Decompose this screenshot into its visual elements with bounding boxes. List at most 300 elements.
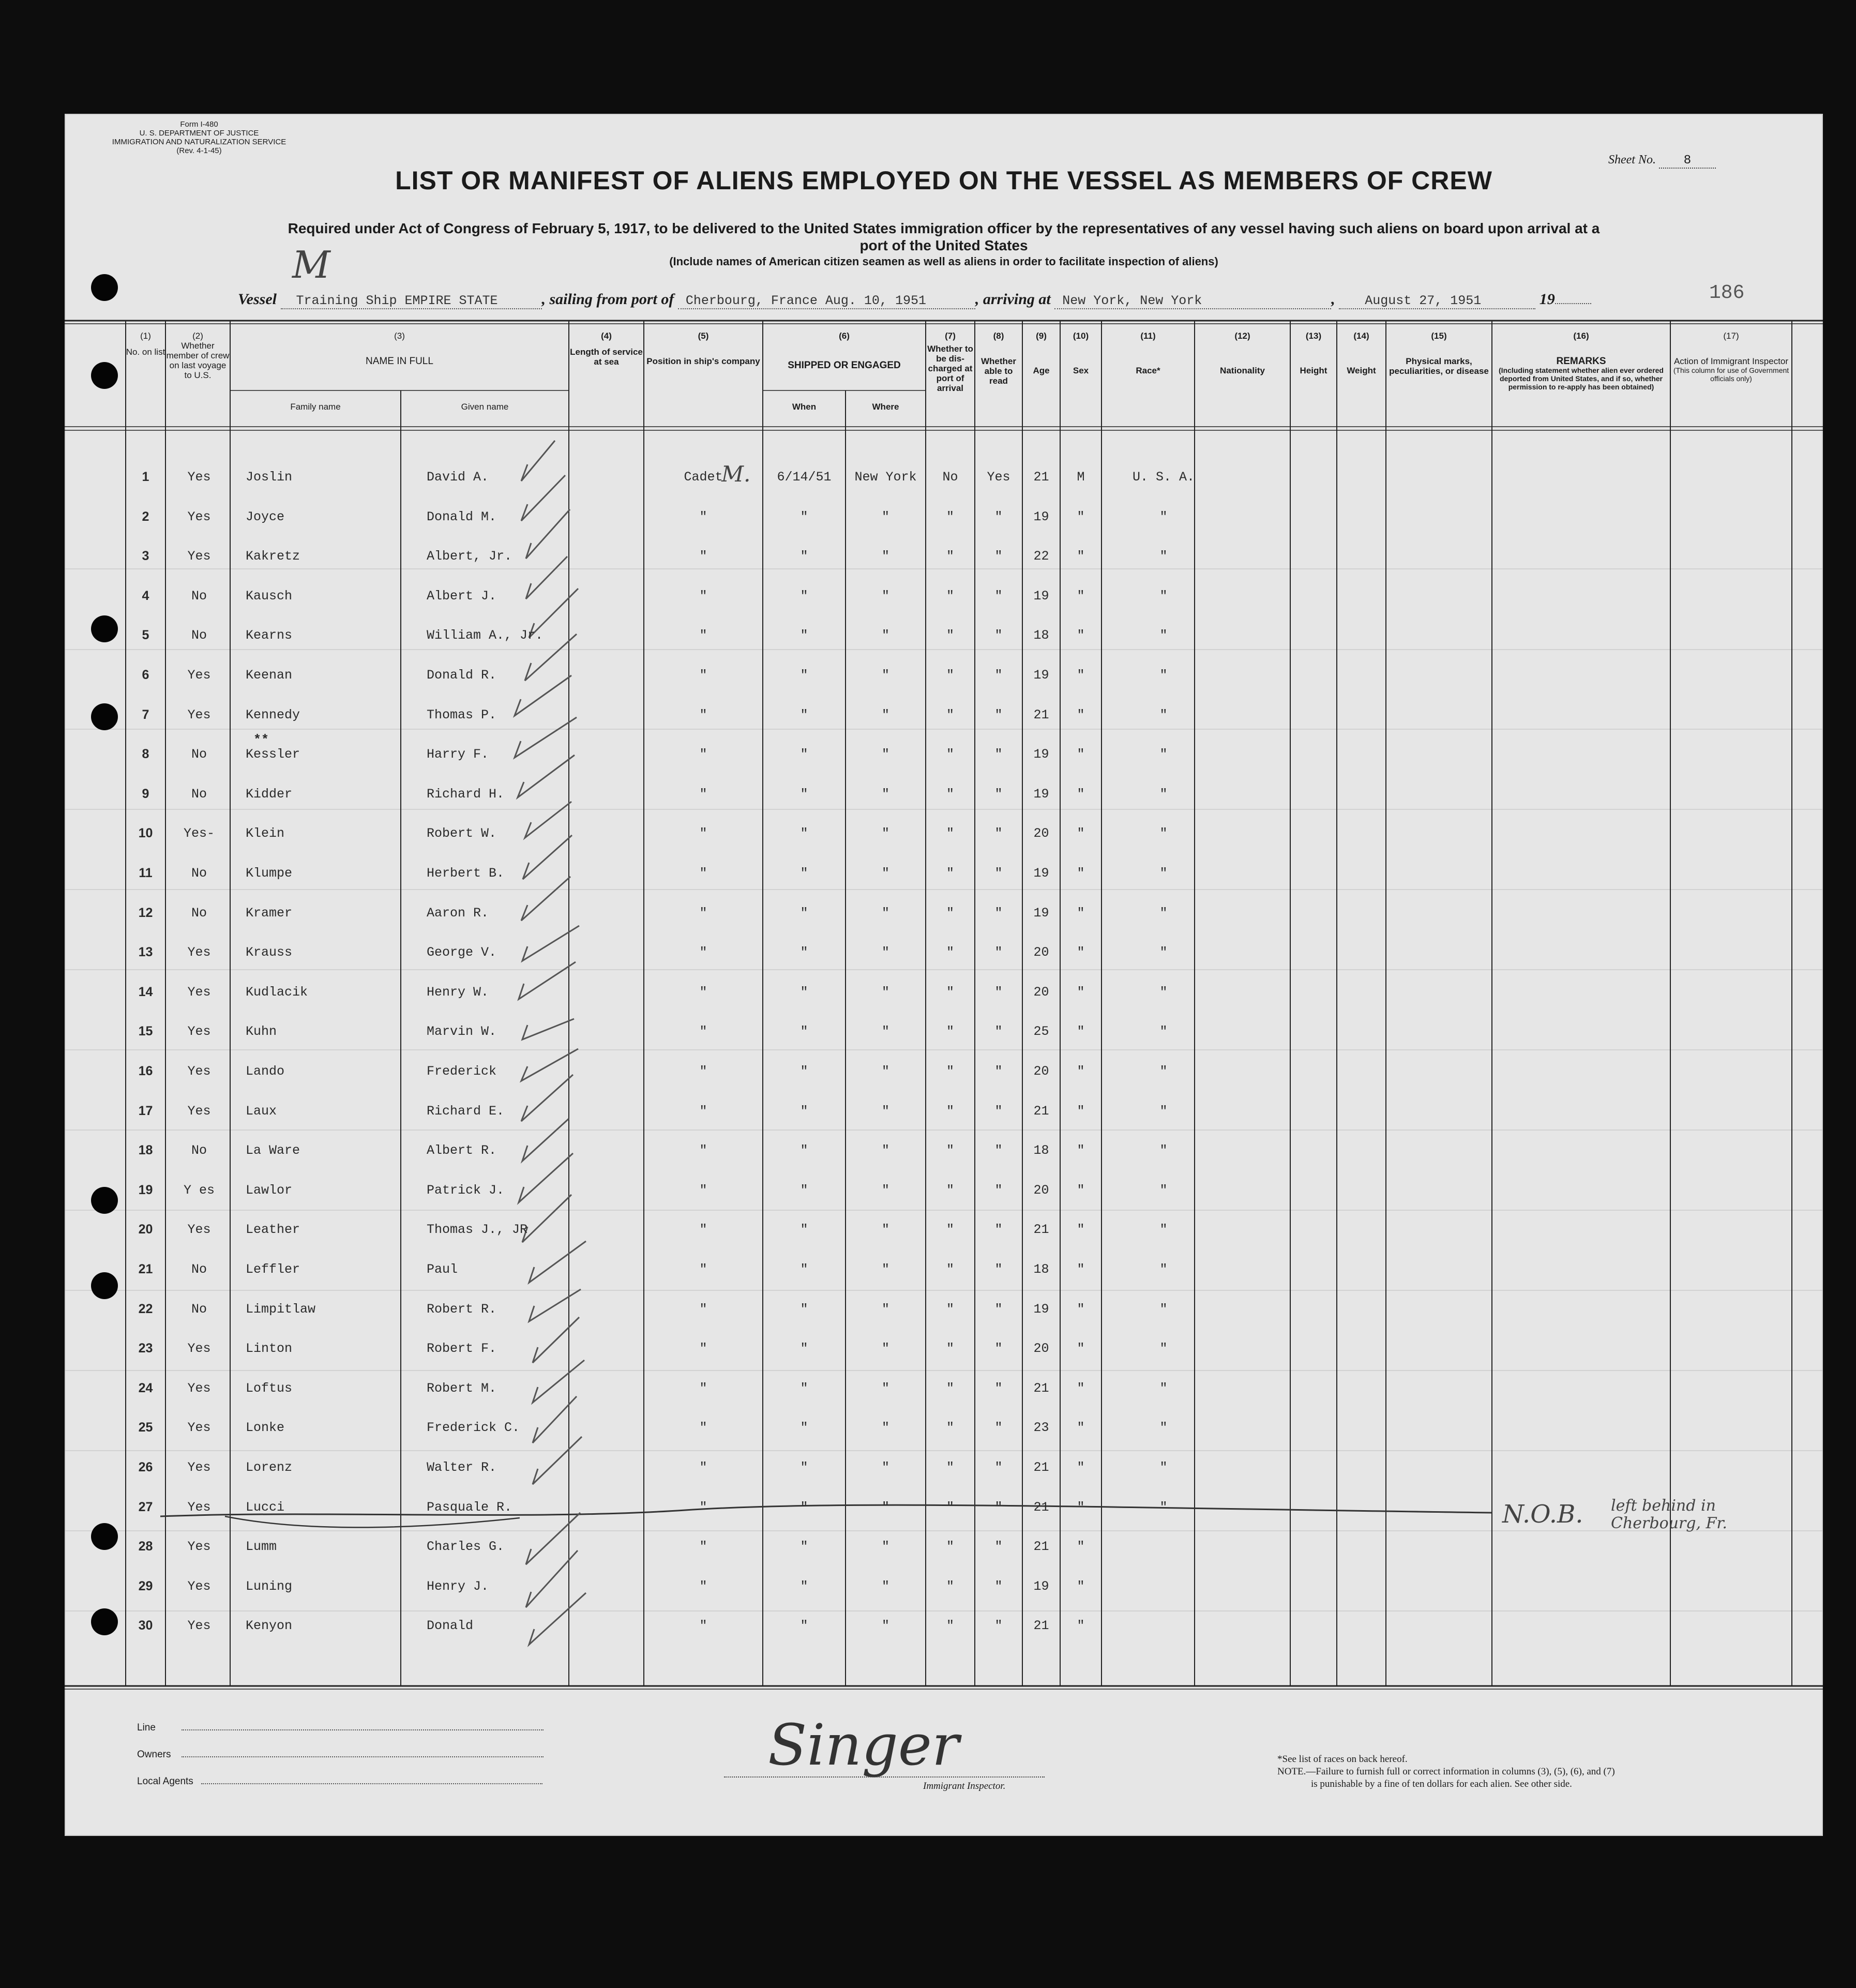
discharged: " <box>946 1381 954 1396</box>
row-number: 16 <box>138 1064 153 1078</box>
row-number: 14 <box>138 985 153 999</box>
race: " <box>1159 787 1168 802</box>
sex: " <box>1077 945 1085 960</box>
position: " <box>699 1500 707 1515</box>
given-name: Thomas J., JR <box>427 1222 528 1237</box>
discharged: " <box>946 668 954 683</box>
arrival-date: August 27, 1951 <box>1339 293 1535 309</box>
given-name: Albert J. <box>427 589 497 604</box>
position: " <box>699 1341 707 1356</box>
given-name: Albert, Jr. <box>427 549 512 564</box>
discharged: " <box>946 1262 954 1277</box>
col-6b-header: Where <box>872 402 899 412</box>
row-number: 8 <box>142 747 149 761</box>
shipped-where: " <box>881 1618 889 1633</box>
shipped-when: " <box>800 1143 808 1158</box>
sex: " <box>1077 1064 1085 1079</box>
family-name: Lawlor <box>246 1183 293 1198</box>
footer-notes: *See list of races on back hereof. NOTE.—Failure to furnish full or correct information in columns (3), (5), (6), and (7) is punishable by a fine of ten dollars for each alien. See other side. <box>1277 1754 1615 1789</box>
family-name: Leather <box>246 1222 300 1237</box>
family-name: Linton <box>246 1341 293 1356</box>
sheet-number: 8 <box>1659 154 1716 169</box>
family-name: Kakretz <box>246 549 300 564</box>
vessel-handwritten-mark: M <box>292 243 330 287</box>
given-name: Robert F. <box>427 1341 497 1356</box>
shipped-when: " <box>800 509 808 524</box>
age: 21 <box>1033 1104 1049 1119</box>
discharged: " <box>946 787 954 802</box>
position: " <box>699 1579 707 1594</box>
vessel-label: Vessel <box>238 291 277 308</box>
sex: " <box>1077 1183 1085 1198</box>
col-9-header: (9) Age <box>1033 331 1050 375</box>
given-name: Donald R. <box>427 668 497 683</box>
binder-hole <box>91 274 118 301</box>
position: " <box>699 1064 707 1079</box>
race: " <box>1159 866 1168 881</box>
row-number: 28 <box>138 1539 153 1554</box>
crew-last-voyage: Yes <box>187 1618 211 1633</box>
sex: " <box>1077 747 1085 762</box>
given-name: Henry W. <box>427 985 489 1000</box>
remark-left-behind: left behind in Cherbourg, Fr. <box>1611 1497 1727 1532</box>
shipped-where: " <box>881 1262 889 1277</box>
arriving-label: , arriving at <box>975 291 1051 308</box>
age: 20 <box>1033 826 1049 841</box>
age: 21 <box>1033 1222 1049 1237</box>
binder-hole <box>91 1523 118 1550</box>
shipped-when: " <box>800 1539 808 1554</box>
position: " <box>699 787 707 802</box>
age: 18 <box>1033 1262 1049 1277</box>
sex: " <box>1077 509 1085 524</box>
discharged: " <box>946 1420 954 1435</box>
shipped-when: " <box>800 1064 808 1079</box>
row-number: 15 <box>138 1024 153 1038</box>
shipped-where: " <box>881 628 889 643</box>
row-number: 17 <box>138 1104 153 1118</box>
discharged: " <box>946 1222 954 1237</box>
given-name: Walter R. <box>427 1460 497 1475</box>
footer-owners-field <box>137 1749 592 1760</box>
given-name: William A., Jr. <box>427 628 544 643</box>
sex: " <box>1077 1539 1085 1554</box>
col-5-header: (5) Position in ship's company <box>646 331 760 366</box>
crew-last-voyage: No <box>191 866 207 881</box>
col-4-header: (4) Length of service at sea <box>570 331 643 367</box>
col-3a-header: Family name <box>290 402 341 412</box>
discharged: " <box>946 985 954 1000</box>
age: 21 <box>1033 707 1049 722</box>
shipped-where: " <box>881 787 889 802</box>
race: " <box>1159 945 1168 960</box>
shipped-where: New York <box>854 470 917 485</box>
shipped-when: " <box>800 628 808 643</box>
able-to-read: " <box>994 1143 1003 1158</box>
family-name: Kessler <box>246 747 300 762</box>
shipped-when: " <box>800 787 808 802</box>
binder-hole <box>91 1187 118 1214</box>
sailing-port: Cherbourg, France Aug. 10, 1951 <box>678 293 975 309</box>
crew-last-voyage: Yes <box>187 470 211 485</box>
discharged: " <box>946 1024 954 1039</box>
shipped-where: " <box>881 1024 889 1039</box>
given-name: Henry J. <box>427 1579 489 1594</box>
binder-hole <box>91 362 118 389</box>
race: " <box>1159 1222 1168 1237</box>
position: " <box>699 1222 707 1237</box>
col-6a-header: When <box>792 402 817 412</box>
age: 20 <box>1033 985 1049 1000</box>
discharged: " <box>946 866 954 881</box>
given-name: Marvin W. <box>427 1024 497 1039</box>
crew-last-voyage: Yes <box>187 1539 211 1554</box>
family-name: Joyce <box>246 509 285 524</box>
discharged: " <box>946 1302 954 1317</box>
col-11-header: (11) Race* <box>1136 331 1160 375</box>
able-to-read: " <box>994 1262 1003 1277</box>
crew-last-voyage: No <box>191 747 207 762</box>
row-number: 25 <box>138 1420 153 1435</box>
position: " <box>699 906 707 921</box>
able-to-read: " <box>994 1579 1003 1594</box>
sex: " <box>1077 1104 1085 1119</box>
crew-last-voyage: Yes <box>187 1381 211 1396</box>
given-name: Patrick J. <box>427 1183 505 1198</box>
sex: " <box>1077 1262 1085 1277</box>
crew-last-voyage: Yes <box>187 1222 211 1237</box>
crew-last-voyage: Yes <box>187 1460 211 1475</box>
race: " <box>1159 985 1168 1000</box>
race: U. S. A. <box>1132 470 1195 485</box>
shipped-when: " <box>800 1183 808 1198</box>
age: 21 <box>1033 1618 1049 1633</box>
discharged: " <box>946 826 954 841</box>
given-name: Aaron R. <box>427 906 489 921</box>
shipped-where: " <box>881 747 889 762</box>
row-number: 21 <box>138 1262 153 1276</box>
shipped-when: " <box>800 1302 808 1317</box>
crew-last-voyage: Yes <box>187 985 211 1000</box>
footer-agents-field <box>137 1776 592 1787</box>
year-label: 19 <box>1539 291 1555 308</box>
shipped-when: " <box>800 747 808 762</box>
position: " <box>699 549 707 564</box>
shipped-when: " <box>800 549 808 564</box>
manifest-sheet <box>65 114 1823 1836</box>
subtitle-line-3: (Include names of American citizen seamen as well as aliens in order to facilitate inspection of aliens) <box>669 255 1218 268</box>
family-name: Klein <box>246 826 285 841</box>
family-name: Krauss <box>246 945 293 960</box>
row-number: 1 <box>142 470 149 484</box>
sex: " <box>1077 1222 1085 1237</box>
race: " <box>1159 549 1168 564</box>
col-15-header: (15) Physical marks, peculiarities, or disease <box>1389 331 1489 376</box>
row-number: 27 <box>138 1500 153 1514</box>
family-name: Kenyon <box>246 1618 293 1633</box>
shipped-when: " <box>800 1341 808 1356</box>
row-number: 20 <box>138 1222 153 1237</box>
position: " <box>699 668 707 683</box>
sex: " <box>1077 707 1085 722</box>
position: " <box>699 1302 707 1317</box>
discharged: " <box>946 945 954 960</box>
able-to-read: Yes <box>987 470 1010 485</box>
able-to-read: " <box>994 549 1003 564</box>
age: 25 <box>1033 1024 1049 1039</box>
crew-last-voyage: Yes <box>187 1420 211 1435</box>
crew-last-voyage: No <box>191 628 207 643</box>
shipped-where: " <box>881 1143 889 1158</box>
age: 22 <box>1033 549 1049 564</box>
able-to-read: " <box>994 985 1003 1000</box>
crew-last-voyage: Yes <box>187 1064 211 1079</box>
position: " <box>699 1618 707 1633</box>
row-number: 23 <box>138 1341 153 1356</box>
given-name: Frederick C. <box>427 1420 520 1435</box>
position: " <box>699 1262 707 1277</box>
row-number: 7 <box>142 707 149 722</box>
family-name: Kuhn <box>246 1024 277 1039</box>
page-title: LIST OR MANIFEST OF ALIENS EMPLOYED ON THE VESSEL AS MEMBERS OF CREW <box>395 166 1492 195</box>
race: " <box>1159 1381 1168 1396</box>
col-3-header: (3) NAME IN FULL <box>366 331 433 367</box>
shipped-where: " <box>881 1104 889 1119</box>
shipped-where: " <box>881 826 889 841</box>
discharged: " <box>946 549 954 564</box>
race: " <box>1159 747 1168 762</box>
shipped-where: " <box>881 906 889 921</box>
family-name: Lonke <box>246 1420 285 1435</box>
discharged: " <box>946 509 954 524</box>
race: " <box>1159 707 1168 722</box>
remark-nob: N.O.B. <box>1502 1500 1583 1529</box>
shipped-where: " <box>881 1420 889 1435</box>
crew-last-voyage: No <box>191 1143 207 1158</box>
age: 19 <box>1033 589 1049 604</box>
col-14-header: (14) Weight <box>1347 331 1376 375</box>
shipped-where: " <box>881 945 889 960</box>
crew-last-voyage: Yes <box>187 668 211 683</box>
binder-hole <box>91 1272 118 1299</box>
race: " <box>1159 668 1168 683</box>
footer-line-field <box>137 1722 592 1734</box>
position: " <box>699 1183 707 1198</box>
col-7-header: (7) Whether to be dis-charged at port of arrival <box>927 331 973 393</box>
family-name: Kausch <box>246 589 293 604</box>
able-to-read: " <box>994 509 1003 524</box>
family-name: Limpitlaw <box>246 1302 316 1317</box>
age: 19 <box>1033 1302 1049 1317</box>
age: 21 <box>1033 1460 1049 1475</box>
race: " <box>1159 628 1168 643</box>
family-name: Loftus <box>246 1381 293 1396</box>
binder-hole <box>91 703 118 730</box>
agents-label: Local Agents <box>137 1776 193 1787</box>
age: 21 <box>1033 1381 1049 1396</box>
sex: " <box>1077 906 1085 921</box>
family-name: Laux <box>246 1104 277 1119</box>
shipped-where: " <box>881 1222 889 1237</box>
given-name: Thomas P. <box>427 707 497 722</box>
shipped-where: " <box>881 707 889 722</box>
able-to-read: " <box>994 1381 1003 1396</box>
row-number: 10 <box>138 826 153 840</box>
position: " <box>699 945 707 960</box>
crew-last-voyage: Yes <box>187 1104 211 1119</box>
given-name: Pasquale R. <box>427 1500 512 1515</box>
row-number: 4 <box>142 589 149 603</box>
given-name: Albert R. <box>427 1143 497 1158</box>
age: 19 <box>1033 509 1049 524</box>
shipped-when: " <box>800 1262 808 1277</box>
shipped-where: " <box>881 549 889 564</box>
age: 20 <box>1033 1341 1049 1356</box>
row-number: 13 <box>138 945 153 959</box>
family-name: Lumm <box>246 1539 277 1554</box>
crew-last-voyage: Yes <box>187 549 211 564</box>
vessel-line: Vessel Training Ship EMPIRE STATE , sailing from port of Cherbourg, France Aug. 10, 1951 , arriving at New York, New York , August 27, 1951 19 <box>238 291 1789 309</box>
sex: " <box>1077 1302 1085 1317</box>
col-16-header: (16) REMARKS (Including statement whether alien ever ordered deported from United States, and if so, whether permission to re-apply has been obtained) <box>1499 331 1664 391</box>
able-to-read: " <box>994 1222 1003 1237</box>
race: " <box>1159 1104 1168 1119</box>
sex: " <box>1077 1420 1085 1435</box>
row-number: 3 <box>142 549 149 563</box>
given-name: George V. <box>427 945 497 960</box>
race: " <box>1159 1064 1168 1079</box>
sex: " <box>1077 628 1085 643</box>
position: " <box>699 1420 707 1435</box>
family-name: Kramer <box>246 906 293 921</box>
row-number: 19 <box>138 1183 153 1197</box>
sex: " <box>1077 787 1085 802</box>
sex: " <box>1077 589 1085 604</box>
given-name: David A. <box>427 470 489 485</box>
given-name: Herbert B. <box>427 866 505 881</box>
able-to-read: " <box>994 1539 1003 1554</box>
position-handwritten: M. <box>721 461 751 487</box>
col-6-header: (6) SHIPPED OR ENGAGED <box>788 331 901 371</box>
sex: " <box>1077 1381 1085 1396</box>
race: " <box>1159 1302 1168 1317</box>
sex: " <box>1077 1024 1085 1039</box>
race: " <box>1159 826 1168 841</box>
shipped-when: " <box>800 1024 808 1039</box>
given-name: Robert M. <box>427 1381 497 1396</box>
family-name: Luning <box>246 1579 293 1594</box>
crew-last-voyage: No <box>191 1262 207 1277</box>
crew-last-voyage: No <box>191 589 207 604</box>
subtitle-line-2: port of the United States <box>859 237 1028 253</box>
form-department: U. S. DEPARTMENT OF JUSTICE <box>139 129 259 138</box>
discharged: No <box>942 470 958 485</box>
shipped-where: " <box>881 1539 889 1554</box>
able-to-read: " <box>994 1460 1003 1475</box>
discharged: " <box>946 1539 954 1554</box>
binder-hole <box>91 615 118 642</box>
inspector-signature: Singer <box>768 1712 959 1778</box>
shipped-where: " <box>881 1500 889 1515</box>
able-to-read: " <box>994 866 1003 881</box>
shipped-where: " <box>881 1302 889 1317</box>
shipped-when: " <box>800 589 808 604</box>
age: 19 <box>1033 668 1049 683</box>
race: " <box>1159 1500 1168 1515</box>
age: 20 <box>1033 945 1049 960</box>
position: " <box>699 589 707 604</box>
able-to-read: " <box>994 747 1003 762</box>
race: " <box>1159 1262 1168 1277</box>
col-10-header: (10) Sex <box>1073 331 1089 375</box>
form-number: Form I-480 <box>180 120 218 129</box>
annotation-mark: ** <box>253 732 269 747</box>
discharged: " <box>946 1064 954 1079</box>
row-number: 11 <box>139 866 153 880</box>
crew-last-voyage: Yes <box>187 509 211 524</box>
sex: " <box>1077 1460 1085 1475</box>
able-to-read: " <box>994 668 1003 683</box>
position: " <box>699 1104 707 1119</box>
col-3b-header: Given name <box>461 402 509 412</box>
crew-last-voyage: Yes <box>187 1341 211 1356</box>
sex: " <box>1077 1579 1085 1594</box>
row-number: 2 <box>142 509 149 524</box>
family-name: Lando <box>246 1064 285 1079</box>
discharged: " <box>946 1183 954 1198</box>
family-name: Joslin <box>246 470 293 485</box>
able-to-read: " <box>994 1500 1003 1515</box>
given-name: Richard H. <box>427 787 505 802</box>
crew-last-voyage: Yes <box>187 1024 211 1039</box>
shipped-when: " <box>800 1579 808 1594</box>
able-to-read: " <box>994 1420 1003 1435</box>
given-name: Harry F. <box>427 747 489 762</box>
able-to-read: " <box>994 1183 1003 1198</box>
shipped-where: " <box>881 1579 889 1594</box>
row-number: 26 <box>138 1460 153 1474</box>
sailing-label: , sailing from port of <box>541 291 674 308</box>
shipped-when: " <box>800 1222 808 1237</box>
shipped-where: " <box>881 509 889 524</box>
race: " <box>1159 1024 1168 1039</box>
row-number: 29 <box>138 1579 153 1593</box>
position: " <box>699 1143 707 1158</box>
discharged: " <box>946 747 954 762</box>
discharged: " <box>946 628 954 643</box>
row-number: 24 <box>138 1381 153 1395</box>
discharged: " <box>946 906 954 921</box>
position: " <box>699 1539 707 1554</box>
shipped-when: " <box>800 866 808 881</box>
race: " <box>1159 906 1168 921</box>
family-name: Keenan <box>246 668 293 683</box>
age: 18 <box>1033 1143 1049 1158</box>
given-name: Donald <box>427 1618 474 1633</box>
age: 23 <box>1033 1420 1049 1435</box>
sex: " <box>1077 1618 1085 1633</box>
able-to-read: " <box>994 1341 1003 1356</box>
crew-last-voyage: No <box>191 906 207 921</box>
row-number: 12 <box>138 906 153 920</box>
form-service: IMMIGRATION AND NATURALIZATION SERVICE <box>112 138 286 146</box>
shipped-when: " <box>800 906 808 921</box>
able-to-read: " <box>994 826 1003 841</box>
shipped-when: " <box>800 707 808 722</box>
sex: " <box>1077 826 1085 841</box>
arriving-port: New York, New York <box>1054 293 1331 309</box>
family-name: Kudlacik <box>246 985 308 1000</box>
